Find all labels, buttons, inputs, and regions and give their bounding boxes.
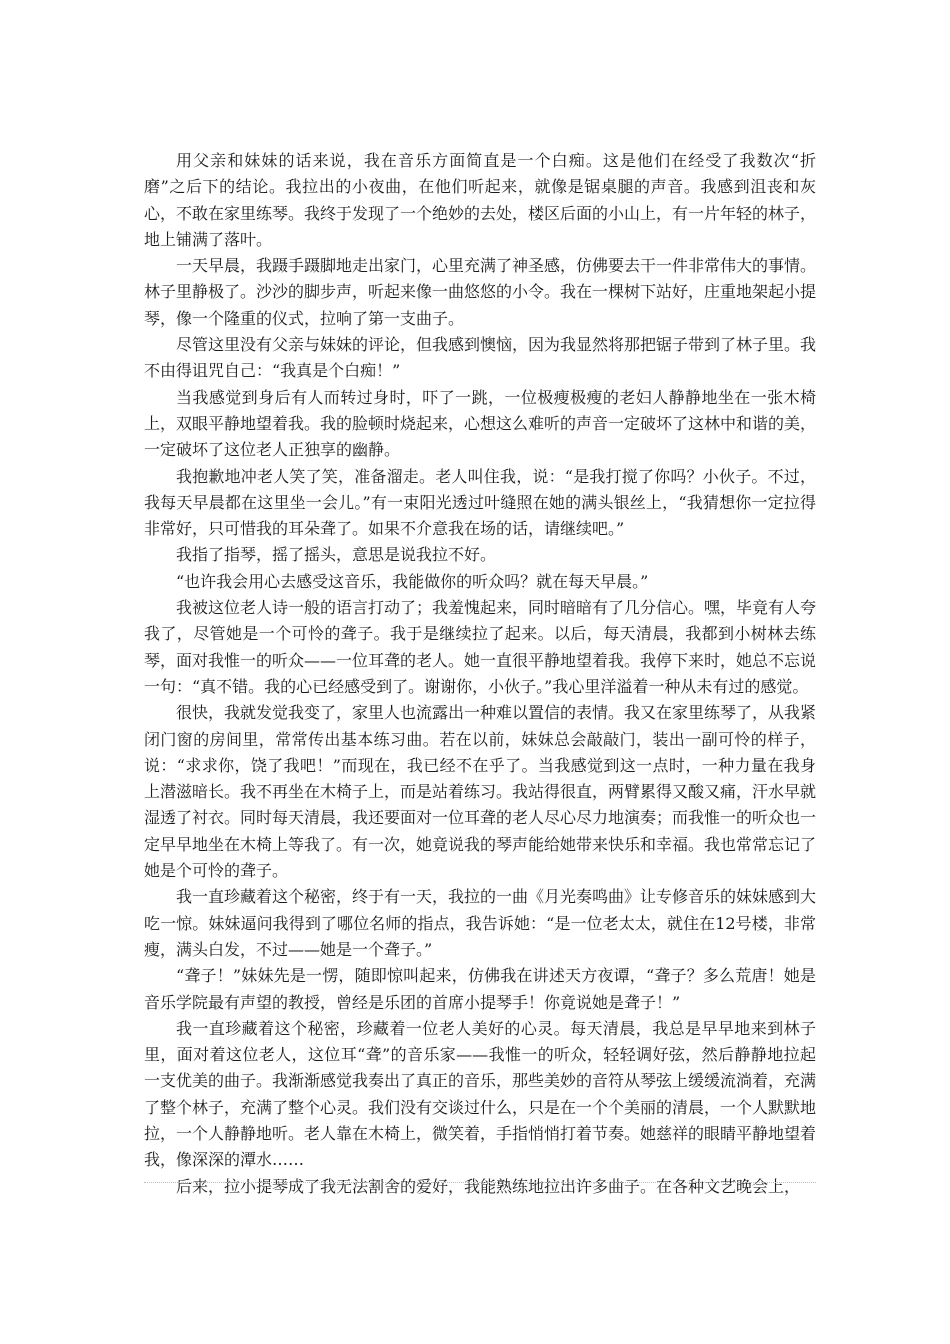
paragraph: “聋子！”妹妹先是一愣，随即惊叫起来，仿佛我在讲述天方夜谭，“聋子？多么荒唐！她是音乐学院最有声望的教授，曾经是乐团的首席小提琴手！你竟说她是聋子！” [144, 966, 816, 1012]
paragraph: 我一直珍藏着这个秘密，终于有一天，我拉的一曲《月光奏鸣曲》让专修音乐的妹妹感到大吃一惊。妹妹逼问我得到了哪位名师的指点，我告诉她：“是一位老太太，就住在12号楼，非常瘦，满头白发，不过——她是一个聋子。” [144, 887, 817, 959]
paragraph: “也许我会用心去感受这音乐，我能做你的听众吗？就在每天早晨。” [176, 571, 649, 591]
document-body [144, 148, 816, 1200]
paragraph: 我指了指琴，摇了摇头，意思是说我拉不好。 [176, 545, 497, 565]
paragraph: 用父亲和妹妹的话来说，我在音乐方面简直是一个白痴。这是他们在经受了我数次“折磨”之后下的结论。我拉出的小夜曲，在他们听起来，就像是锯桌腿的声音。我感到沮丧和灰心，不敢在家里练琴。我终于发现了一个绝妙的去处，楼区后面的小山上，有一片年轻的林子，地上铺满了落叶。 [144, 151, 817, 249]
paragraph: 我被这位老人诗一般的语言打动了；我羞愧起来，同时暗暗有了几分信心。嘿，毕竟有人夸我了，尽管她是一个可怜的聋子。我于是继续拉了起来。以后，每天清晨，我都到小树林去练琴，面对我惟一的听众——一位耳聋的老人。她一直很平静地望着我。我停下来时，她总不忘说一句：“真不错。我的心已经感受到了。谢谢你，小伙子。”我心里洋溢着一种从未有过的感觉。 [144, 598, 817, 696]
footer-divider [144, 1182, 816, 1183]
paragraph: 很快，我就发觉我变了，家里人也流露出一种难以置信的表情。我又在家里练琴了，从我紧闭门窗的房间里，常常传出基本练习曲。若在以前，妹妹总会敲敲门，装出一副可怜的样子，说：“求求你，饶了我吧！”而现在，我已经不在乎了。当我感觉到这一点时，一种力量在我身上潜滋暗长。我不再坐在木椅子上，而是站着练习。我站得很直，两臂累得又酸又痛，汗水早就湿透了衬衣。同时每天清晨，我还要面对一位耳聋的老人尽心尽力地演奏；而我惟一的听众也一定早早地坐在木椅上等我了。有一次，她竟说我的琴声能给她带来快乐和幸福。我也常常忘记了她是个可怜的聋子。 [144, 703, 817, 881]
paragraph: 一天早晨，我蹑手蹑脚地走出家门，心里充满了神圣感，仿佛要去干一件非常伟大的事情。林子里静极了。沙沙的脚步声，听起来像一曲悠悠的小令。我在一棵树下站好，庄重地架起小提琴，像一个隆重的仪式，拉响了第一支曲子。 [144, 256, 817, 328]
paragraph: 当我感觉到身后有人而转过身时，吓了一跳，一位极瘦极瘦的老妇人静静地坐在一张木椅上，双眼平静地望着我。我的脸顿时烧起来，心想这么难听的声音一定破坏了这林中和谐的美，一定破坏了这位老人正独享的幽静。 [144, 387, 817, 460]
paragraph: 尽管这里没有父亲与妹妹的评论，但我感到懊恼，因为我显然将那把锯子带到了林子里。我不由得诅咒自己：“我真是个白痴！” [144, 335, 817, 381]
paragraph: 我一直珍藏着这个秘密，珍藏着一位老人美好的心灵。每天清晨，我总是早早地来到林子里，面对着这位老人，这位耳“聋”的音乐家——我惟一的听众，轻轻调好弦，然后静静地拉起一支优美的曲子。我渐渐感觉我奏出了真正的音乐，那些美妙的音符从琴弦上缓缓流淌着，充满了整个林子，充满了整个心灵。我们没有交谈过什么，只是在一个个美丽的清晨，一个人默默地拉，一个人静静地听。老人靠在木椅上，微笑着，手指悄悄打着节奏。她慈祥的眼睛平静地望着我，像深深的潭水…… [144, 1018, 817, 1170]
paragraph: 后来，拉小提琴成了我无法割舍的爱好，我能熟练地拉出许多曲子。在各种文艺晚会上， [176, 1176, 801, 1196]
paragraph: 我抱歉地冲老人笑了笑，准备溜走。老人叫住我，说：“是我打搅了你吗？小伙子。不过，我每天早晨都在这里坐一会儿。”有一束阳光透过叶缝照在她的满头银丝上，“我猜想你一定拉得非常好，只可惜我的耳朵聋了。如果不介意我在场的话，请继续吧。” [144, 466, 816, 539]
